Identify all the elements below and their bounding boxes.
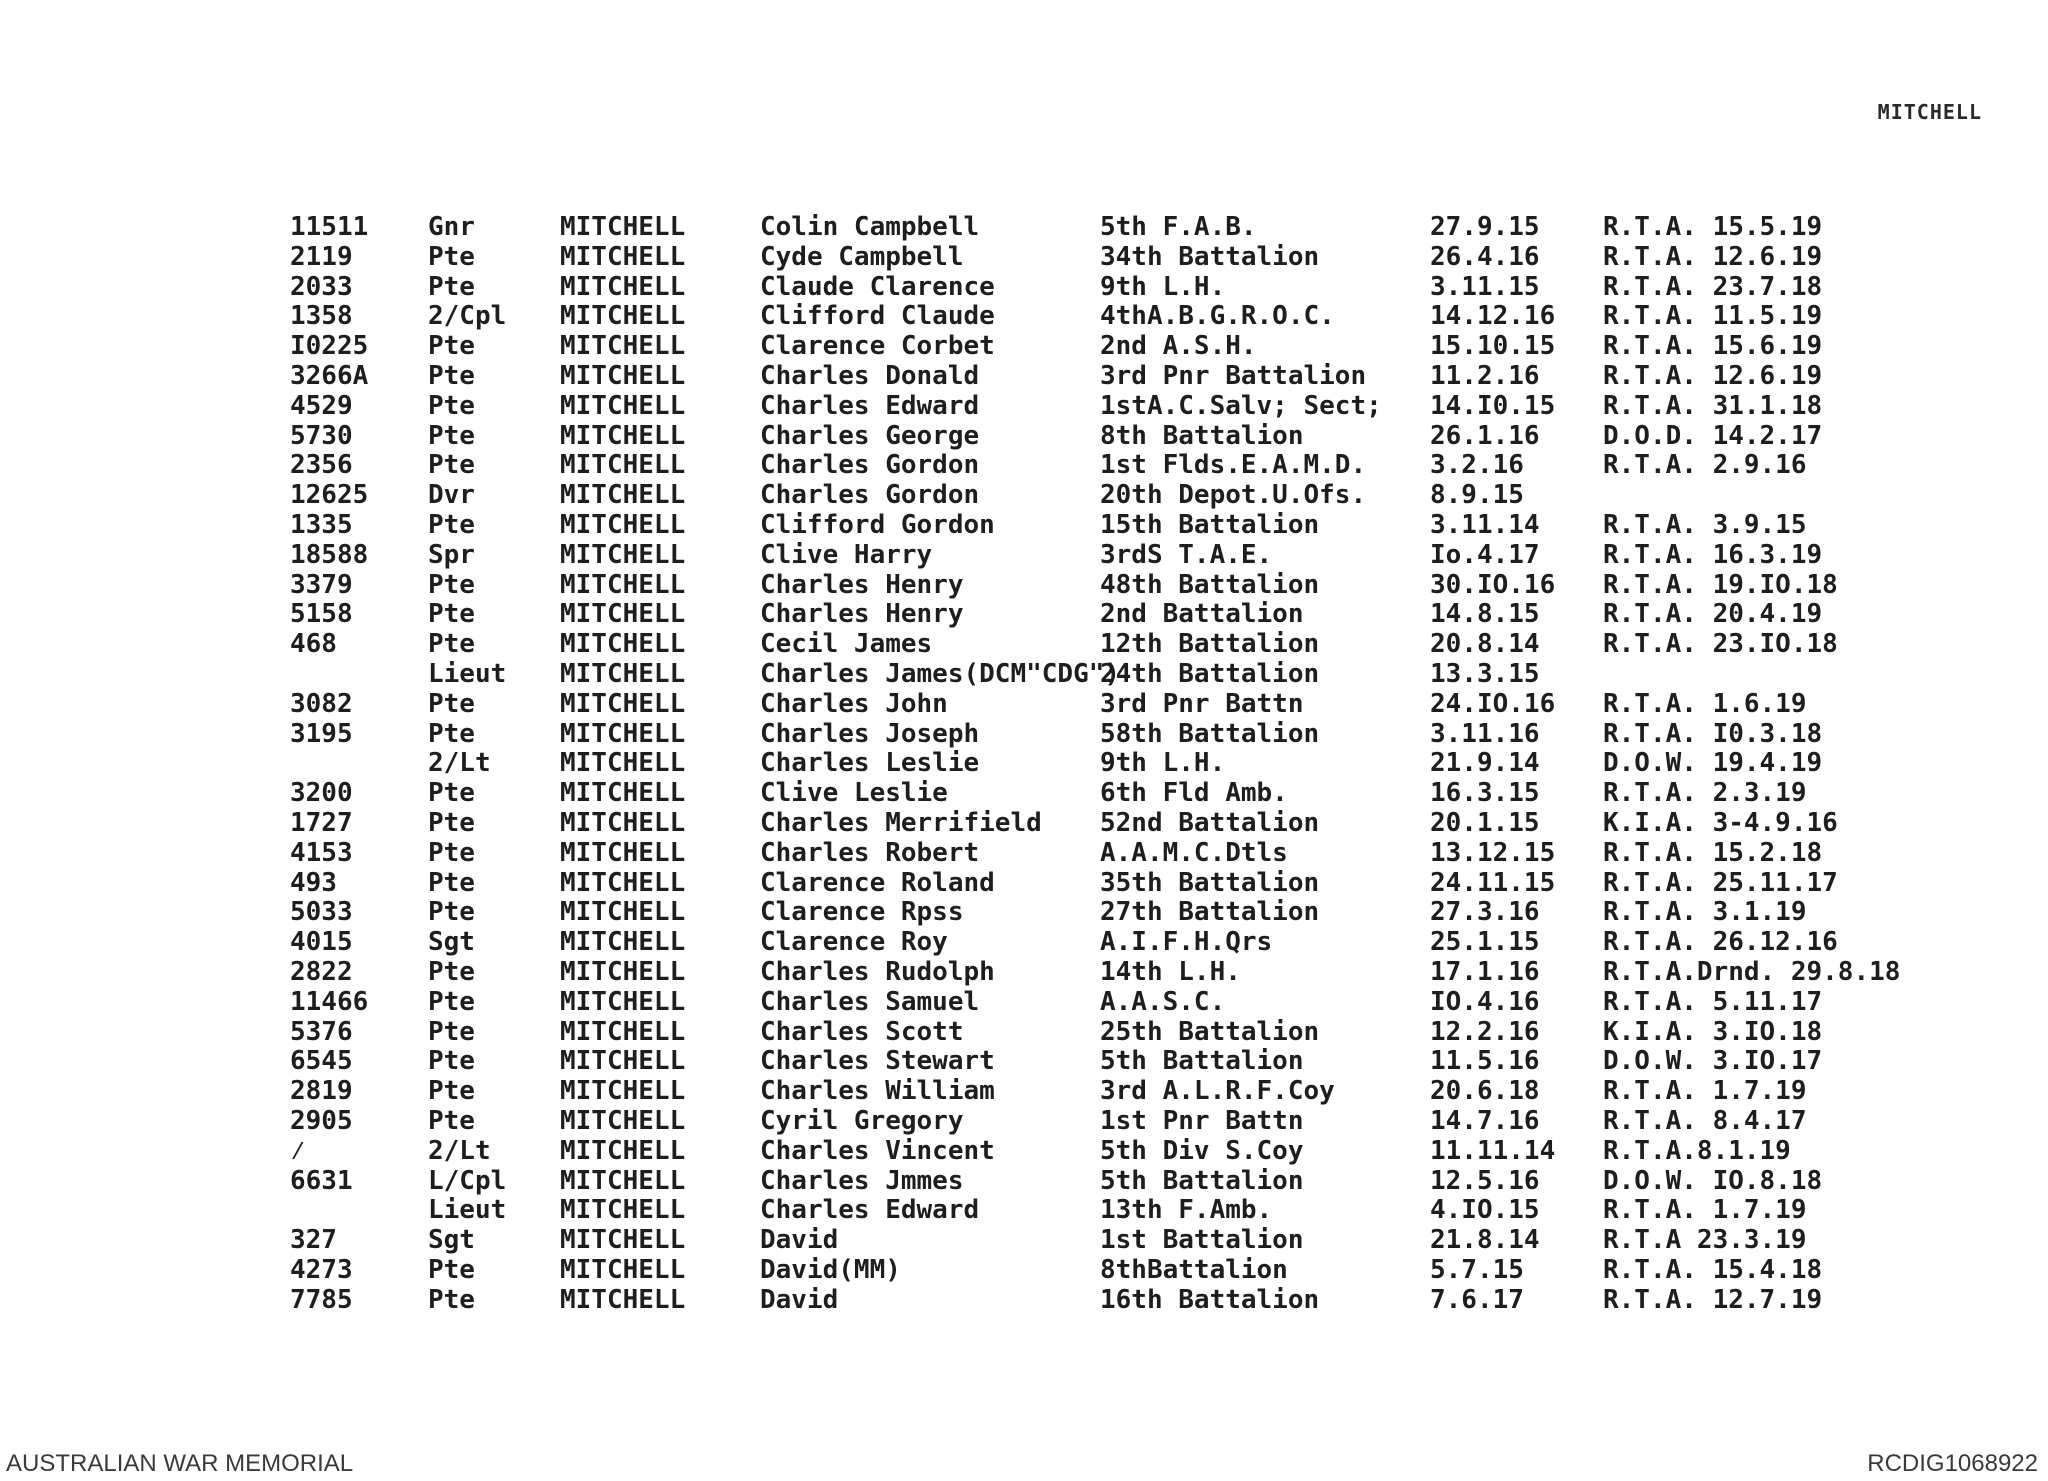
given-names: Clarence Roy [760,927,948,958]
service-number: 2119 [290,241,353,272]
unit: 5th Div S.Coy [1100,1135,1304,1166]
surname: MITCHELL [560,1165,686,1196]
rank: Pte [428,271,475,302]
roll-entry-row [290,1167,1950,1197]
rank: Pte [428,718,475,749]
roll-entry-row [290,749,1950,779]
given-names: Charles Henry [760,599,964,630]
enlistment-date: Io.4.17 [1430,539,1540,570]
fate: R.T.A. 16.3.19 [1603,539,1823,570]
footer-archive-name: AUSTRALIAN WAR MEMORIAL [6,1450,354,1477]
rank: Spr [428,539,475,570]
enlistment-date: 14.I0.15 [1430,390,1556,421]
service-number: I0225 [290,331,369,362]
surname: MITCHELL [560,927,686,958]
roll-entry-row [290,451,1950,481]
enlistment-date: 12.5.16 [1430,1165,1540,1196]
enlistment-date: 24.11.15 [1430,867,1556,898]
roll-entry-row [290,511,1950,541]
fate: R.T.A. 23.7.18 [1603,271,1823,302]
enlistment-date: 26.4.16 [1430,241,1540,272]
fate: R.T.A 23.3.19 [1603,1225,1807,1256]
given-names: David(MM) [760,1254,901,1285]
roll-entry-row [290,630,1950,660]
enlistment-date: 16.3.15 [1430,778,1540,809]
fate: R.T.A. 25.11.17 [1603,867,1838,898]
unit: 15th Battalion [1100,509,1320,540]
enlistment-date: 20.1.15 [1430,807,1540,838]
service-number: 3200 [290,778,353,809]
roll-entry-row [290,302,1950,332]
rank: Pte [428,1254,475,1285]
roll-entry-row [290,1226,1950,1256]
given-names: Charles Gordon [760,450,980,481]
service-number: 12625 [290,480,369,511]
roll-entry-row [290,1137,1950,1167]
unit: 1st Pnr Battn [1100,1105,1304,1136]
rank: Sgt [428,1225,475,1256]
given-names: Charles Edward [760,390,980,421]
enlistment-date: 25.1.15 [1430,927,1540,958]
unit: 3rd Pnr Battn [1100,688,1304,719]
rank: Pte [428,1076,475,1107]
given-names: Charles Samuel [760,986,980,1017]
service-number: 4153 [290,837,353,868]
surname: MITCHELL [560,450,686,481]
enlistment-date: 3.2.16 [1430,450,1524,481]
rank: Pte [428,509,475,540]
given-names: Charles George [760,420,980,451]
fate: R.T.A. 15.6.19 [1603,331,1823,362]
enlistment-date: 12.2.16 [1430,1016,1540,1047]
surname: MITCHELL [560,1076,686,1107]
service-number: 11466 [290,986,369,1017]
unit: 9th L.H. [1100,271,1226,302]
rank: Pte [428,331,475,362]
roll-entry-row [290,422,1950,452]
surname: MITCHELL [560,807,686,838]
service-number: 3195 [290,718,353,749]
unit: 52nd Battalion [1100,807,1320,838]
surname: MITCHELL [560,897,686,928]
fate: R.T.A. 2.3.19 [1603,778,1807,809]
roll-entry-row [290,779,1950,809]
fate: R.T.A. 19.IO.18 [1603,569,1838,600]
given-names: Clive Leslie [760,778,948,809]
fate: R.T.A. 2.9.16 [1603,450,1807,481]
fate: D.O.D. 14.2.17 [1603,420,1823,451]
surname: MITCHELL [560,599,686,630]
enlistment-date: 3.11.15 [1430,271,1540,302]
fate: K.I.A. 3.IO.18 [1603,1016,1823,1047]
fate: R.T.A. 1.7.19 [1603,1076,1807,1107]
fate: R.T.A. 12.7.19 [1603,1284,1823,1315]
service-number: 4273 [290,1254,353,1285]
unit: 14th L.H. [1100,956,1241,987]
enlistment-date: IO.4.16 [1430,986,1540,1017]
service-number: 3082 [290,688,353,719]
surname: MITCHELL [560,539,686,570]
surname: MITCHELL [560,1135,686,1166]
roll-entry-row [290,690,1950,720]
surname: MITCHELL [560,837,686,868]
fate: R.T.A. 15.4.18 [1603,1254,1823,1285]
enlistment-date: 13.3.15 [1430,658,1540,689]
enlistment-date: 14.12.16 [1430,301,1556,332]
unit: 9th L.H. [1100,748,1226,779]
enlistment-date: 13.12.15 [1430,837,1556,868]
given-names: Charles Henry [760,569,964,600]
roll-entry-row [290,928,1950,958]
rank: Pte [428,390,475,421]
enlistment-date: 11.2.16 [1430,360,1540,391]
rank: Pte [428,807,475,838]
footer-record-id: RCDIG1068922 [1867,1450,2038,1477]
given-names: Colin Campbell [760,212,980,242]
rank: Pte [428,778,475,809]
rank: Pte [428,986,475,1017]
service-number: 4015 [290,927,353,958]
surname: MITCHELL [560,778,686,809]
fate: R.T.A. 1.6.19 [1603,688,1807,719]
surname: MITCHELL [560,718,686,749]
enlistment-date: 3.11.16 [1430,718,1540,749]
enlistment-date: 11.5.16 [1430,1046,1540,1077]
surname: MITCHELL [560,867,686,898]
given-names: Cecil James [760,629,933,660]
surname: MITCHELL [560,569,686,600]
unit: A.A.M.C.Dtls [1100,837,1288,868]
fate: R.T.A. 8.4.17 [1603,1105,1807,1136]
roll-entry-row [290,898,1950,928]
roll-entry-row [290,541,1950,571]
roll-entry-row [290,1107,1950,1137]
surname: MITCHELL [560,658,686,689]
surname: MITCHELL [560,956,686,987]
service-number: ⁄ [290,1135,306,1166]
roll-entry-row [290,988,1950,1018]
fate: R.T.A. 15.5.19 [1603,212,1823,242]
rank: Pte [428,599,475,630]
enlistment-date: 20.6.18 [1430,1076,1540,1107]
rank: Lieut [428,1195,507,1226]
surname: MITCHELL [560,360,686,391]
unit: 2nd Battalion [1100,599,1304,630]
given-names: Charles Gordon [760,480,980,511]
given-names: Charles Joseph [760,718,980,749]
given-names: Charles Donald [760,360,980,391]
unit: 8thBattalion [1100,1254,1288,1285]
unit: 3rdS T.A.E. [1100,539,1273,570]
surname: MITCHELL [560,509,686,540]
surname: MITCHELL [560,1105,686,1136]
rank: Pte [428,897,475,928]
rank: Pte [428,1105,475,1136]
unit: A.A.S.C. [1100,986,1226,1017]
fate: R.T.A. 11.5.19 [1603,301,1823,332]
given-names: Charles Stewart [760,1046,995,1077]
surname: MITCHELL [560,688,686,719]
surname: MITCHELL [560,1254,686,1285]
roll-entry-row [290,1196,1950,1226]
unit: 35th Battalion [1100,867,1320,898]
enlistment-date: 26.1.16 [1430,420,1540,451]
unit: 1st Battalion [1100,1225,1304,1256]
fate: R.T.A. 3.9.15 [1603,509,1807,540]
given-names: Cyril Gregory [760,1105,964,1136]
service-number: 468 [290,629,337,660]
given-names: David [760,1284,839,1315]
roll-entry-row [290,720,1950,750]
enlistment-date: 20.8.14 [1430,629,1540,660]
service-number: 3379 [290,569,353,600]
surname: MITCHELL [560,212,686,242]
service-number: 6545 [290,1046,353,1077]
unit: 5th Battalion [1100,1046,1304,1077]
given-names: Charles James(DCM"CDG") [760,658,1121,689]
roll-entry-row [290,839,1950,869]
given-names: Charles John [760,688,948,719]
given-names: Charles Scott [760,1016,964,1047]
rank: Pte [428,867,475,898]
rank: 2/Cpl [428,301,507,332]
given-names: Charles Robert [760,837,980,868]
given-names: Charles Jmmes [760,1165,964,1196]
fate: R.T.A. 1.7.19 [1603,1195,1807,1226]
fate: R.T.A. 12.6.19 [1603,241,1823,272]
service-number: 3266A [290,360,369,391]
service-number: 1727 [290,807,353,838]
surname: MITCHELL [560,241,686,272]
surname: MITCHELL [560,1016,686,1047]
unit: 5th F.A.B. [1100,212,1257,242]
rank: Pte [428,1046,475,1077]
enlistment-date: 30.IO.16 [1430,569,1556,600]
unit: 27th Battalion [1100,897,1320,928]
rank: Pte [428,837,475,868]
surname: MITCHELL [560,301,686,332]
service-number: 5730 [290,420,353,451]
rank: Dvr [428,480,475,511]
given-names: Clarence Roland [760,867,995,898]
service-number: 2819 [290,1076,353,1107]
roll-entry-row [290,1047,1950,1077]
enlistment-date: 14.8.15 [1430,599,1540,630]
enlistment-date: 24.IO.16 [1430,688,1556,719]
service-number: 327 [290,1225,337,1256]
nominal-roll [290,213,1950,1315]
service-number: 18588 [290,539,369,570]
unit: 3rd Pnr Battalion [1100,360,1367,391]
rank: Pte [428,360,475,391]
roll-entry-row [290,869,1950,899]
fate: R.T.A. 23.IO.18 [1603,629,1838,660]
given-names: Clifford Gordon [760,509,995,540]
given-names: Charles Rudolph [760,956,995,987]
rank: 2/Lt [428,748,491,779]
roll-entry-row [290,660,1950,690]
fate: R.T.A. 26.12.16 [1603,927,1838,958]
service-number: 7785 [290,1284,353,1315]
rank: 2/Lt [428,1135,491,1166]
surname: MITCHELL [560,748,686,779]
fate: R.T.A. I0.3.18 [1603,718,1823,749]
roll-entry-row [290,481,1950,511]
rank: Pte [428,688,475,719]
given-names: David [760,1225,839,1256]
enlistment-date: 8.9.15 [1430,480,1524,511]
unit: 1st Flds.E.A.M.D. [1100,450,1367,481]
enlistment-date: 11.11.14 [1430,1135,1556,1166]
given-names: Clarence Rpss [760,897,964,928]
service-number: 1335 [290,509,353,540]
unit: 5th Battalion [1100,1165,1304,1196]
service-number: 5158 [290,599,353,630]
given-names: Charles Leslie [760,748,980,779]
roll-entry-row [290,243,1950,273]
given-names: Charles Vincent [760,1135,995,1166]
roll-entry-row [290,392,1950,422]
surname: MITCHELL [560,1046,686,1077]
unit: 48th Battalion [1100,569,1320,600]
roll-entry-row [290,1018,1950,1048]
enlistment-date: 27.9.15 [1430,212,1540,242]
surname: MITCHELL [560,629,686,660]
roll-entry-row [290,332,1950,362]
given-names: Charles William [760,1076,995,1107]
service-number: 11511 [290,212,369,242]
service-number: 2033 [290,271,353,302]
rank: Pte [428,1284,475,1315]
given-names: Clive Harry [760,539,933,570]
fate: D.O.W. IO.8.18 [1603,1165,1823,1196]
unit: 58th Battalion [1100,718,1320,749]
roll-entry-row [290,1256,1950,1286]
unit: 12th Battalion [1100,629,1320,660]
roll-entry-row [290,571,1950,601]
enlistment-date: 4.IO.15 [1430,1195,1540,1226]
rank: Pte [428,569,475,600]
unit: 2nd A.S.H. [1100,331,1257,362]
rank: Pte [428,629,475,660]
rank: Pte [428,241,475,272]
service-number: 6631 [290,1165,353,1196]
unit: 34th Battalion [1100,241,1320,272]
fate: D.O.W. 3.IO.17 [1603,1046,1823,1077]
fate: R.T.A. 15.2.18 [1603,837,1823,868]
given-names: Clifford Claude [760,301,995,332]
unit: A.I.F.H.Qrs [1100,927,1273,958]
rank: Lieut [428,658,507,689]
enlistment-date: 5.7.15 [1430,1254,1524,1285]
unit: 3rd A.L.R.F.Coy [1100,1076,1335,1107]
fate: R.T.A.8.1.19 [1603,1135,1791,1166]
fate: R.T.A. 12.6.19 [1603,360,1823,391]
fate: K.I.A. 3-4.9.16 [1603,807,1838,838]
service-number: 5033 [290,897,353,928]
rank: Pte [428,420,475,451]
enlistment-date: 21.9.14 [1430,748,1540,779]
fate: R.T.A. 5.11.17 [1603,986,1823,1017]
service-number: 2905 [290,1105,353,1136]
service-number: 5376 [290,1016,353,1047]
surname: MITCHELL [560,1225,686,1256]
unit: 25th Battalion [1100,1016,1320,1047]
service-number: 1358 [290,301,353,332]
fate: R.T.A. 3.1.19 [1603,897,1807,928]
rank: Pte [428,956,475,987]
enlistment-date: 17.1.16 [1430,956,1540,987]
fate: D.O.W. 19.4.19 [1603,748,1823,779]
unit: 6th Fld Amb. [1100,778,1288,809]
surname: MITCHELL [560,420,686,451]
surname: MITCHELL [560,986,686,1017]
enlistment-date: 7.6.17 [1430,1284,1524,1315]
unit: 8th Battalion [1100,420,1304,451]
roll-entry-row [290,273,1950,303]
rank: L/Cpl [428,1165,507,1196]
service-number: 4529 [290,390,353,421]
roll-entry-row [290,600,1950,630]
unit: 16th Battalion [1100,1284,1320,1315]
service-number: 493 [290,867,337,898]
given-names: Cyde Campbell [760,241,964,272]
roll-entry-row [290,213,1950,243]
given-names: Claude Clarence [760,271,995,302]
rank: Gnr [428,212,475,242]
given-names: Clarence Corbet [760,331,995,362]
surname: MITCHELL [560,390,686,421]
roll-entry-row [290,1286,1950,1316]
enlistment-date: 3.11.14 [1430,509,1540,540]
page-header-surname: MITCHELL [1877,100,1982,124]
roll-entry-row [290,1077,1950,1107]
rank: Sgt [428,927,475,958]
surname: MITCHELL [560,1284,686,1315]
unit: 1stA.C.Salv; Sect; [1100,390,1382,421]
enlistment-date: 21.8.14 [1430,1225,1540,1256]
given-names: Charles Edward [760,1195,980,1226]
surname: MITCHELL [560,271,686,302]
roll-entry-row [290,362,1950,392]
unit: 20th Depot.U.Ofs. [1100,480,1367,511]
enlistment-date: 14.7.16 [1430,1105,1540,1136]
enlistment-date: 27.3.16 [1430,897,1540,928]
rank: Pte [428,1016,475,1047]
surname: MITCHELL [560,1195,686,1226]
fate: R.T.A.Drnd. 29.8.18 [1603,956,1901,987]
unit: 13th F.Amb. [1100,1195,1273,1226]
enlistment-date: 15.10.15 [1430,331,1556,362]
surname: MITCHELL [560,480,686,511]
roll-entry-row [290,958,1950,988]
unit: 4thA.B.G.R.O.C. [1100,301,1335,332]
rank: Pte [428,450,475,481]
unit: 24th Battalion [1100,658,1320,689]
roll-entry-row [290,809,1950,839]
surname: MITCHELL [560,331,686,362]
fate: R.T.A. 31.1.18 [1603,390,1823,421]
service-number: 2822 [290,956,353,987]
fate: R.T.A. 20.4.19 [1603,599,1823,630]
service-number: 2356 [290,450,353,481]
given-names: Charles Merrifield [760,807,1042,838]
